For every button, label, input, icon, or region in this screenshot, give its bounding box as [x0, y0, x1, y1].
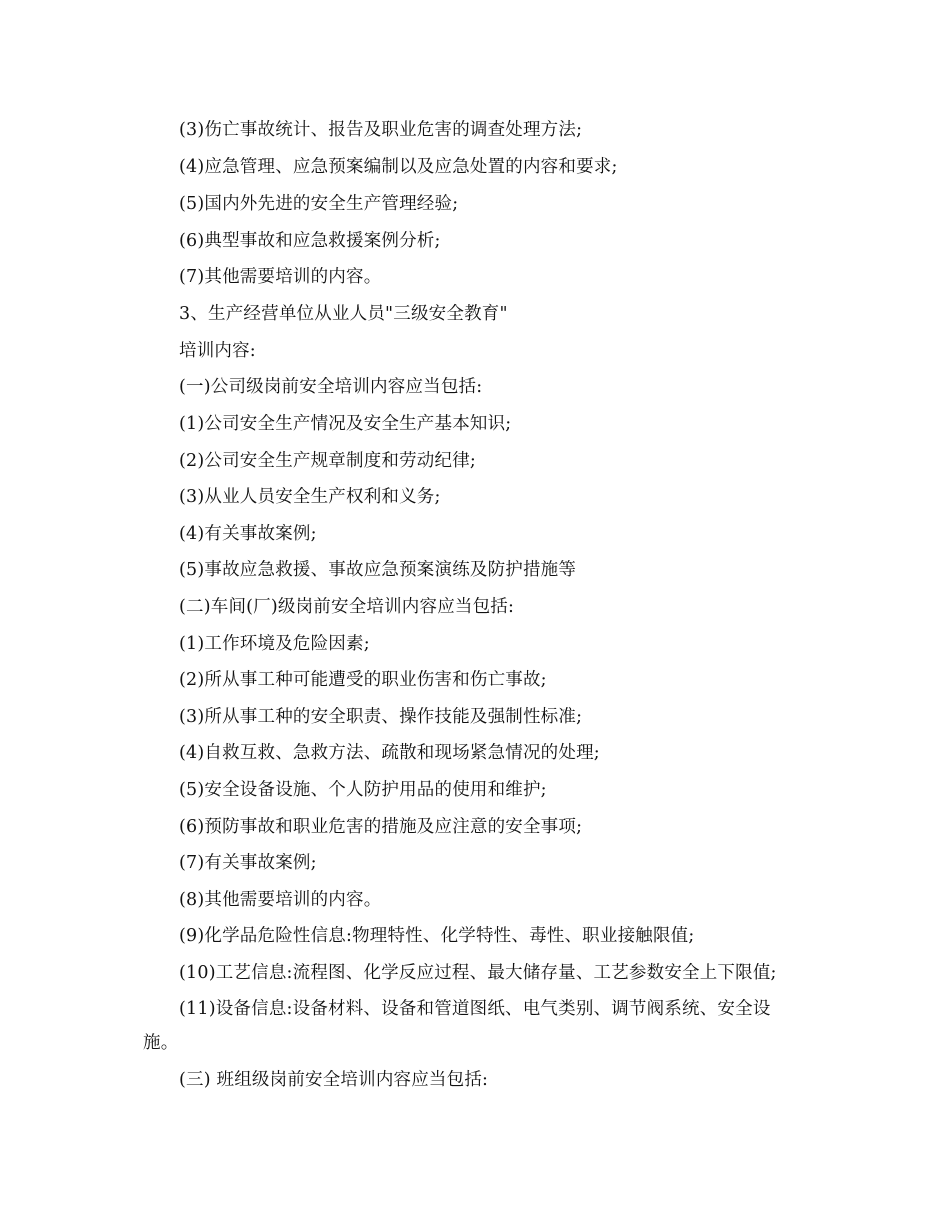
- text-line: (3)伤亡事故统计、报告及职业危害的调查处理方法;: [179, 120, 583, 140]
- text-line: (2)公司安全生产规章制度和劳动纪律;: [179, 451, 476, 471]
- text-line: (1)工作环境及危险因素;: [179, 634, 370, 654]
- text-line: (3)所从事工种的安全职责、操作技能及强制性标准;: [179, 707, 583, 727]
- text-line: (4)有关事故案例;: [179, 524, 317, 544]
- subsection-heading: (三) 班组级岗前安全培训内容应当包括:: [179, 1070, 489, 1090]
- text-line: (4)应急管理、应急预案编制以及应急处置的内容和要求;: [179, 157, 618, 177]
- text-line: 培训内容:: [179, 341, 256, 361]
- text-line: (11)设备信息:设备材料、设备和管道图纸、电气类别、调节阀系统、安全设: [179, 999, 771, 1019]
- text-line: (8)其他需要培训的内容。: [179, 890, 382, 910]
- text-line: (9)化学品危险性信息:物理特性、化学特性、毒性、职业接触限值;: [179, 926, 695, 946]
- text-line: (5)事故应急救援、事故应急预案演练及防护措施等: [179, 560, 577, 580]
- text-line: (1)公司安全生产情况及安全生产基本知识;: [179, 414, 512, 434]
- text-line: (6)典型事故和应急救援案例分析;: [179, 231, 441, 251]
- text-line-continuation: 施。: [143, 1033, 179, 1053]
- text-line: (10)工艺信息:流程图、化学反应过程、最大储存量、工艺参数安全上下限值;: [179, 963, 777, 983]
- text-line: (3)从业人员安全生产权利和义务;: [179, 487, 441, 507]
- text-line: (2)所从事工种可能遭受的职业伤害和伤亡事故;: [179, 670, 547, 690]
- section-heading: 3、生产经营单位从业人员"三级安全教育": [179, 304, 508, 324]
- text-line: (5)安全设备设施、个人防护用品的使用和维护;: [179, 780, 547, 800]
- text-line: (7)其他需要培训的内容。: [179, 267, 382, 287]
- text-line: (5)国内外先进的安全生产管理经验;: [179, 194, 459, 214]
- text-line: (7)有关事故案例;: [179, 853, 317, 873]
- text-line: (4)自救互救、急救方法、疏散和现场紧急情况的处理;: [179, 743, 600, 763]
- subsection-heading: (一)公司级岗前安全培训内容应当包括:: [179, 377, 483, 397]
- text-line: (6)预防事故和职业危害的措施及应注意的安全事项;: [179, 817, 583, 837]
- subsection-heading: (二)车间(厂)级岗前安全培训内容应当包括:: [179, 597, 515, 617]
